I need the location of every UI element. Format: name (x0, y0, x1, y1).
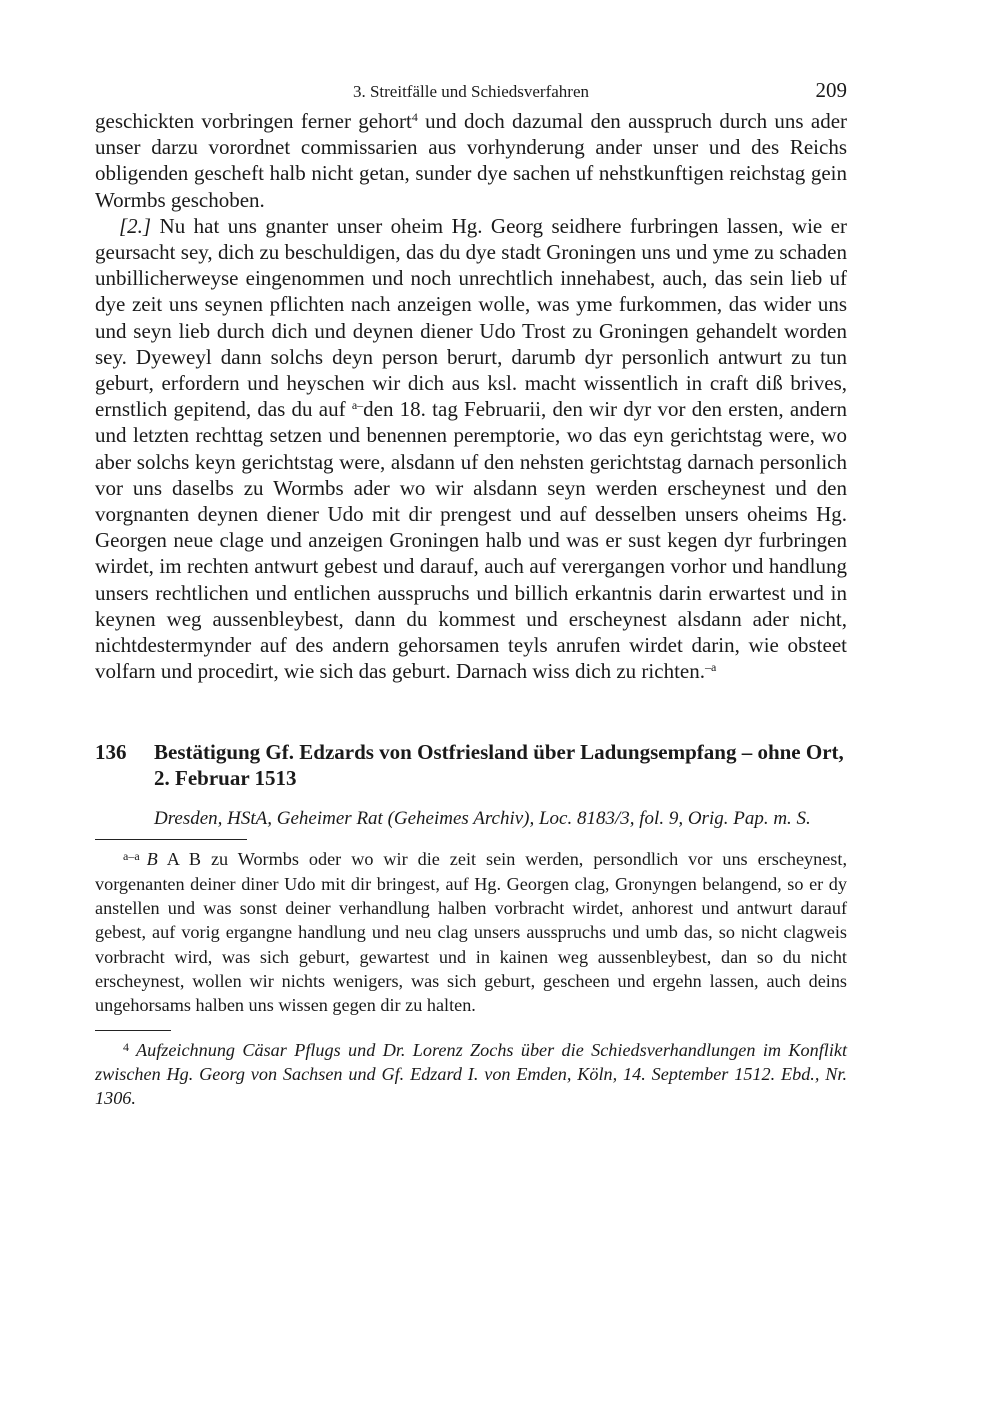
footnote-divider (95, 839, 247, 840)
page (95, 78, 847, 1110)
p2-text-a: Nu hat uns gnanter unser oheim Hg. Georg seidhere furbringen lassen, wie er geursacht sey, dich zu beschuldigen, das du dye stadt Groningen uns und yme zu schaden unbillicherweyse eingenommen und noch unrechtlich innehabest, auch, das sein lieb uf dye zeit uns seynen pflichten nach anzeigen wolle, was yme furkommen, das wider uns und seyn lieb durch dich und deynen diener Udo Trost zu Groningen gehandelt worden sey. Dyeweyl dann solchs deyn person berurt, darumb dyr personlich antwurt zu tun geburt, erfordern und heyschen wir dich aus ksl. macht wissentlich in craft diß brives, ernstlich gepitend, das du auf (95, 213, 847, 422)
footnote-ref-4: 4 (411, 110, 418, 124)
paragraph-number: [2.] (119, 213, 152, 238)
source-citation: Dresden, HStA, Geheimer Rat (Geheimes Archiv), Loc. 8183/3, fol. 9, Orig. Pap. m. S. (154, 808, 811, 830)
document-heading (95, 739, 847, 791)
running-head (95, 78, 847, 108)
footnote-4-mark: 4 (123, 1039, 129, 1054)
paragraph-2 (95, 213, 847, 685)
document-title: Bestätigung Gf. Edzards von Ostfriesland über Ladungsempfang – ohne Ort, 2. Februar 1513 (154, 740, 844, 791)
footnote-a-text: A B zu Wormbs oder wo wir die zeit sein werden, persondlich vor uns erscheynest, vorgenanten deiner diner Udo mit dir bringest, auf Hg. Georgen clag, Gronyngen belangend, so er dy anstellen und was sonst deiner verhandlung halben vorbracht wirdet, anhorest und antwurt darauf gebest, auf vorig ergangne handlung und neu clag unsers ausspruchs und umb das, so nicht clagweis vorbracht wird, was sich geburt, gewartest und in kainen weg aussenbleybest, dan so du nicht erscheynest, wollen wir nichts wenigers, was sich geburt, gescheen und ergehn lassen, auch deins ungehorsams halben uns wissen gegen dir zu halten. (95, 849, 847, 1016)
body-text (95, 108, 847, 684)
footnote-a-mark: a–a (123, 849, 140, 864)
footnote-a-siglum: B (146, 849, 158, 870)
page-number: 209 (815, 78, 847, 102)
p1-text-b: und doch dazumal den ausspruch durch uns ader unser darzu vorordnet commissarien aus vorhynderung ander unser und des Reichs obligenden gescheft halb nicht getan, sunder dye sachen uf nehstkunftigen reichstag gein Wormbs geschoben. (95, 109, 848, 212)
footnote-divider-2 (95, 1030, 171, 1031)
footnote-a (95, 844, 847, 1017)
footnote-4-text: Aufzeichnung Cäsar Pflugs und Dr. Lorenz Zochs über die Schiedsverhandlungen im Konflikt zwischen Hg. Georg von Sachsen und Gf. Edzard I. von Emden, Köln, 14. September 1512. Ebd., Nr. 1306. (95, 1039, 847, 1109)
paragraph-1 (95, 108, 847, 213)
document-number: 136 (95, 740, 127, 765)
variant-mark-close: –a (704, 660, 717, 675)
p2-text-b: den 18. tag Februarii, den wir dyr vor den ersten, andern und letzten rechttag setzen und benennen peremptorie, wo das eyn gerichtstag were, wo aber solchs keyn gerichtstag were, alsdann uf den nehsten gerichtstag darnach personlich vor uns daselbs zu Wormbs ader wo wir alsdann seyn werden erscheynest und den vorgnanten deynen diener Udo mit dir prengest und auf desselben unsers oheims Hg. Georgen neue clage und anzeigen Groningen halb und was er sust kegen dyr furbringen wirdet, im rechten antwurt gebest und darauf, auch auf verergangen vorhor und handlung unsers rechtlichen und entlichen ausspruchs und billich erkantnis darin erwartest und in keynen weg aussenbleybest, dann du kommest und erscheynest alsdann ader nicht, nichtdestermynder auf des andern gehorsamen teyls anrufen wirdet darin, wie obsteet volfarn und procedirt, wie sich das geburt. Darnach wiss dich zu richten. (95, 397, 847, 684)
running-title: 3. Streitfälle und Schiedsverfahren (352, 82, 590, 101)
variant-mark-open: a– (351, 398, 364, 413)
p1-text-a: geschickten vorbringen ferner gehort (95, 109, 412, 133)
footnote-4 (95, 1035, 847, 1111)
